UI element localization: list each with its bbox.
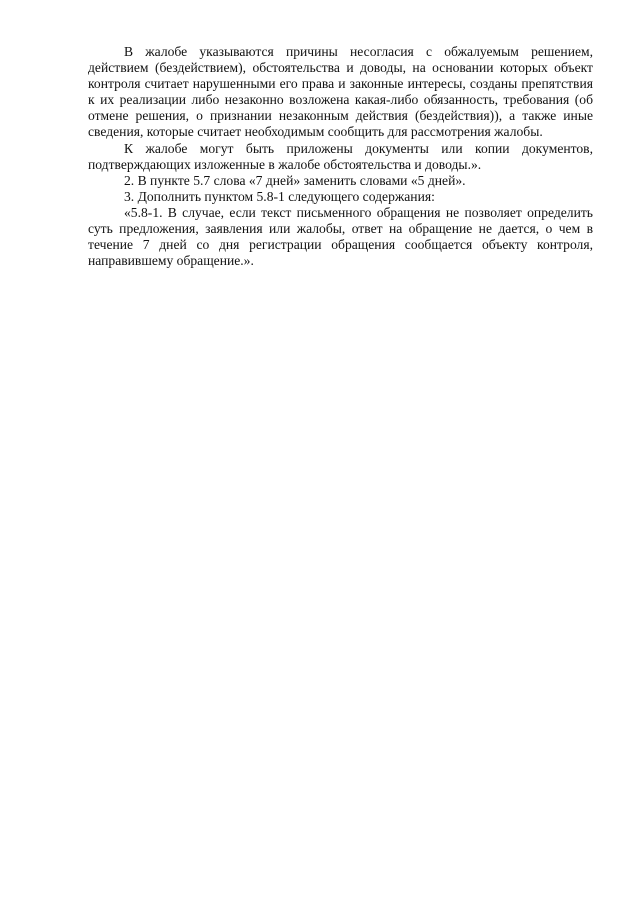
paragraph-clause-5-8-1: «5.8-1. В случае, если текст письменного обращения не позволяет определить суть предложения, заявления или жалобы, ответ на обращение не дается, о чем в течение 7 дней со дня регистрации обращения сообщается объекту контроля, направившему обращение.». (88, 204, 593, 269)
paragraph-amendment-3: 3. Дополнить пунктом 5.8-1 следующего содержания: (124, 188, 435, 204)
paragraph-complaint-attachments: К жалобе могут быть приложены документы или копии документов, подтверждающих изложенные в жалобе обстоятельства и доводы.». (88, 140, 593, 172)
paragraph-complaint-contents: В жалобе указываются причины несогласия с обжалуемым решением, действием (бездействием), обстоятельства и доводы, на основании которых объект контроля считает нарушенными его права и законные интересы, созданы препятствия к их реализации либо незаконно возложена какая-либо обязанность, требования (об отмене решения, о признании незаконным действия (бездействия)), а также иные сведения, которые считает необходимым сообщить для рассмотрения жалобы. (88, 44, 593, 140)
document-body (88, 44, 593, 269)
paragraph-amendment-2: 2. В пункте 5.7 слова «7 дней» заменить словами «5 дней». (124, 172, 466, 188)
